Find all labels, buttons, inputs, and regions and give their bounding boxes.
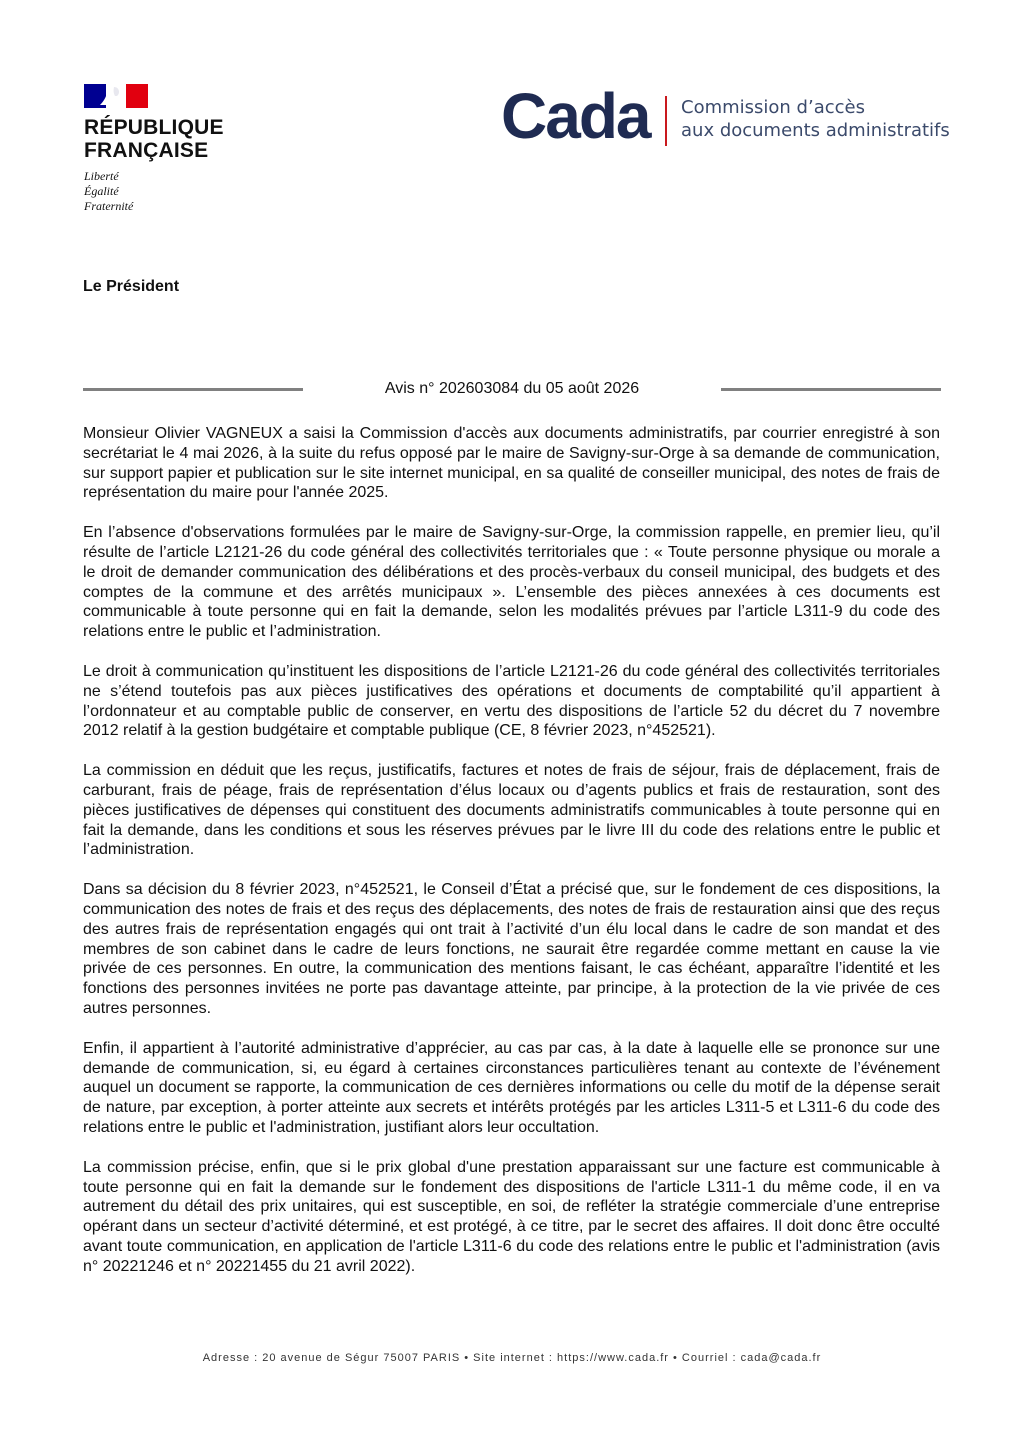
avis-body bbox=[83, 424, 940, 1296]
paragraph: Le droit à communication qu’instituent les dispositions de l’article L2121-26 du code général des collectivités territoriales ne s’étend toutefois pas aux pièces justificatives des opérations et documents de comptabilité qu’il appartient à l’ordonnateur et au comptable public de conserver, en vertu des dispositions de l’article 52 du décret du 7 novembre 2012 relatif à la gestion budgétaire et comptable publique (CE, 8 février 2023, n°452521). bbox=[83, 662, 940, 740]
rf-motto: Liberté Égalité Fraternité bbox=[84, 169, 134, 213]
cada-logo bbox=[501, 80, 951, 156]
cada-wordmark: Cada bbox=[501, 80, 650, 152]
signatory-title: Le Président bbox=[83, 278, 180, 295]
paragraph: Dans sa décision du 8 février 2023, n°452521, le Conseil d’État a précisé que, sur le fondement de ces dispositions, la communication des notes de frais et des reçus des déplacements, des notes de frais de restauration ainsi que des reçus des autres frais de représentation engagés qui ont trait à l’activité d’un élu local dans le cadre de son mandat et des membres de son cabinet dans le cadre de leurs fonctions, ne saurait être regardée comme mettant en cause la vie privée de ces personnes. En outre, la communication des mentions faisant, le cas échéant, apparaître l’identité et les fonctions des personnes invitées ne porte pas davantage atteinte, par principe, à la protection de la vie privée de ces autres personnes. bbox=[83, 881, 940, 1017]
marianne-flag-icon bbox=[84, 84, 148, 108]
avis-title: Avis n° 202603084 du 05 août 2026 bbox=[384, 380, 640, 397]
cada-subtitle: Commission d’accès aux documents administratifs bbox=[681, 97, 950, 141]
paragraph: La commission en déduit que les reçus, justificatifs, factures et notes de frais de séjour, frais de déplacement, frais de carburant, frais de péage, frais de représentation d’élus locaux ou d’agents publics et frais de restauration, sont des pièces justificatives de dépenses qui constituent des documents administratifs communicables à toute personne qui en fait la demande, dans les conditions et sous les réserves prévues par le livre III du code des relations entre le public et l’administration. bbox=[83, 762, 940, 859]
rf-name: RÉPUBLIQUE FRANÇAISE bbox=[84, 116, 224, 162]
cada-separator bbox=[665, 96, 667, 146]
heading-rule-left bbox=[83, 388, 303, 391]
paragraph: Enfin, il appartient à l’autorité administrative d’apprécier, au cas par cas, à la date à laquelle elle se prononce sur une demande de communication, si, eu égard à certaines circonstances particulières tenant au contexte de l’événement auquel un document se rapporte, la communication de ces dernières informations ou celle du motif de la dépense serait de nature, par exception, à porter atteinte aux secrets et intérêts protégés par les articles L311-5 et L311-6 du code des relations entre le public et l'administration, justifiant alors leur occultation. bbox=[83, 1039, 940, 1136]
paragraph: La commission précise, enfin, que si le prix global d'une prestation apparaissant sur une facture est communicable à toute personne qui en fait la demande sur le fondement des dispositions de l'article L311-1 du même code, il en va autrement du détail des prix unitaires, qui est susceptible, en soi, de refléter la stratégie commerciale d’une entreprise opérant dans un secteur d’activité déterminé, et est protégé, à ce titre, par le secret des affaires. Il doit donc être occulté avant toute communication, en application de l'article L311-6 du code des relations entre le public et l'administration (avis n° 20221246 et n° 20221455 du 21 avril 2022). bbox=[83, 1158, 940, 1275]
avis-heading bbox=[83, 378, 941, 402]
paragraph: En l’absence d'observations formulées par le maire de Savigny-sur-Orge, la commission rappelle, en premier lieu, qu’il résulte de l’article L2121-26 du code général des collectivités territoriales que : « Toute personne physique ou morale a le droit de demander communication des délibérations et des procès-verbaux du conseil municipal, des budgets et des comptes de la commune et des arrêtés municipaux ». L’ensemble des pièces annexées à ces documents est communicable à toute personne qui en fait la demande, selon les modalités prévues par l’article L311-9 du code des relations entre le public et l’administration. bbox=[83, 524, 940, 641]
heading-rule-right bbox=[721, 388, 941, 391]
footer-contact: Adresse : 20 avenue de Ségur 75007 PARIS • Site internet : https://www.cada.fr • Courriel : cada@cada.fr bbox=[202, 1352, 822, 1364]
republique-francaise-logo bbox=[84, 84, 254, 214]
paragraph: Monsieur Olivier VAGNEUX a saisi la Commission d'accès aux documents administratifs, par courrier enregistré à son secrétariat le 4 mai 2026, à la suite du refus opposé par le maire de Savigny-sur-Orge à sa demande de communication, sur support papier et publication sur le site internet municipal, en sa qualité de conseiller municipal, des notes de frais de représentation du maire pour l'année 2025. bbox=[83, 425, 940, 502]
